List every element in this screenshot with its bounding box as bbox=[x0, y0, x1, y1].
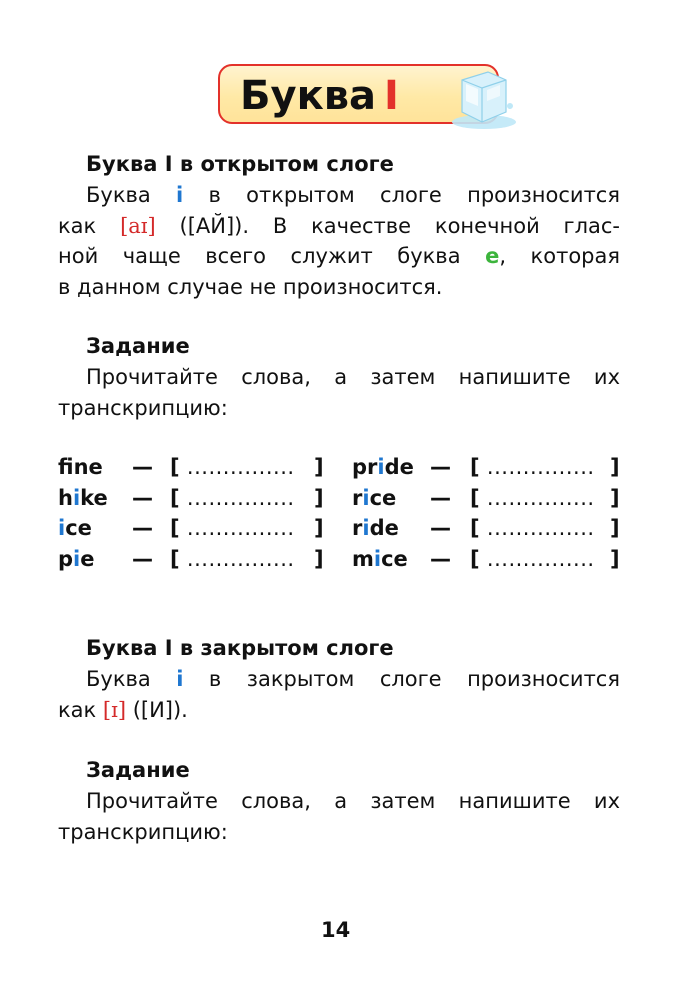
word-dash: — bbox=[430, 516, 451, 540]
title-letter: I bbox=[384, 73, 399, 119]
blank-close-bracket: ] bbox=[314, 485, 324, 510]
word-item: ride bbox=[352, 516, 399, 540]
word-item: hike bbox=[58, 485, 108, 510]
section1-task-line1: Прочитайте слова, а затем напишите их bbox=[86, 365, 620, 389]
page-number: 14 bbox=[321, 918, 351, 942]
vowel-highlight: i bbox=[362, 516, 370, 540]
silent-letter-highlight: e bbox=[485, 244, 500, 268]
vowel-highlight: i bbox=[72, 485, 81, 510]
word-item: ice bbox=[58, 516, 92, 540]
section1-line4: в данном случае не произносится. bbox=[58, 274, 443, 299]
transcription-blank[interactable]: [ ............... bbox=[470, 546, 595, 571]
ice-cube-icon bbox=[440, 66, 518, 132]
section1-heading: Буква I в открытом слоге bbox=[86, 152, 394, 176]
vowel-highlight: i bbox=[176, 183, 184, 207]
section1-line2: как [aɪ] ([АЙ]). В качестве конечной глас- bbox=[58, 213, 620, 238]
word-item: mice bbox=[352, 546, 408, 571]
transcription-blank[interactable]: [ ............... bbox=[170, 546, 295, 571]
word-dash: — bbox=[132, 455, 153, 479]
word-dash: — bbox=[132, 485, 153, 510]
vowel-highlight: i bbox=[58, 516, 66, 540]
transcription-blank[interactable]: [ ............... bbox=[170, 516, 295, 540]
blank-close-bracket: ] bbox=[314, 516, 324, 540]
vowel-highlight: i bbox=[377, 455, 385, 479]
vowel-highlight: i bbox=[176, 667, 184, 691]
section2-task bbox=[58, 786, 620, 847]
page-title bbox=[240, 70, 399, 122]
section1-task-heading: Задание bbox=[86, 334, 190, 358]
blank-close-bracket: ] bbox=[314, 546, 324, 571]
section2-line2: как [ɪ] ([И]). bbox=[58, 697, 188, 722]
blank-close-bracket: ] bbox=[610, 546, 620, 571]
word-dash: — bbox=[132, 516, 153, 540]
section2-task-line1: Прочитайте слова, а затем напишите их bbox=[86, 789, 620, 813]
title-word: Буква bbox=[240, 73, 377, 119]
transcription-blank[interactable]: [ ............... bbox=[170, 485, 295, 510]
word-dash: — bbox=[430, 485, 451, 510]
word-item: fne bbox=[58, 455, 103, 479]
vowel-highlight: i bbox=[362, 485, 370, 510]
blank-close-bracket: ] bbox=[610, 516, 620, 540]
blank-close-bracket: ] bbox=[610, 455, 620, 479]
section2-heading: Буква I в закрытом слоге bbox=[86, 636, 394, 660]
transcription-blank[interactable]: [ ............... bbox=[470, 455, 595, 479]
word-dash: — bbox=[430, 455, 451, 479]
transcription-blank[interactable]: [ ............... bbox=[170, 455, 295, 479]
vowel-highlight: i bbox=[73, 546, 81, 571]
section1-line1: Буква i в открытом слоге произносится bbox=[86, 183, 620, 207]
section1-body bbox=[58, 180, 620, 302]
blank-close-bracket: ] bbox=[610, 485, 620, 510]
section2-line1: Буква i в закрытом слоге произносится bbox=[86, 667, 620, 691]
blank-close-bracket: ] bbox=[314, 455, 324, 479]
word-item: pride bbox=[352, 455, 414, 479]
transcription-blank[interactable]: [ ............... bbox=[470, 516, 595, 540]
word-item: rice bbox=[352, 485, 397, 510]
word-dash: — bbox=[132, 546, 153, 571]
section1-task bbox=[58, 362, 620, 423]
word-dash: — bbox=[430, 546, 451, 571]
ipa-transcription: [ɪ] bbox=[102, 697, 127, 722]
section2-task-heading: Задание bbox=[86, 758, 190, 782]
word-item: pie bbox=[58, 546, 95, 571]
vowel-highlight: i bbox=[373, 546, 382, 571]
section2-body bbox=[58, 664, 620, 725]
section1-line3: ной чаще всего служит буква e, которая bbox=[58, 244, 620, 268]
section2-task-line2: транскрипцию: bbox=[58, 819, 228, 844]
section1-task-line2: транскрипцию: bbox=[58, 395, 228, 420]
transcription-blank[interactable]: [ ............... bbox=[470, 485, 595, 510]
ipa-transcription: [aɪ] bbox=[120, 213, 156, 238]
